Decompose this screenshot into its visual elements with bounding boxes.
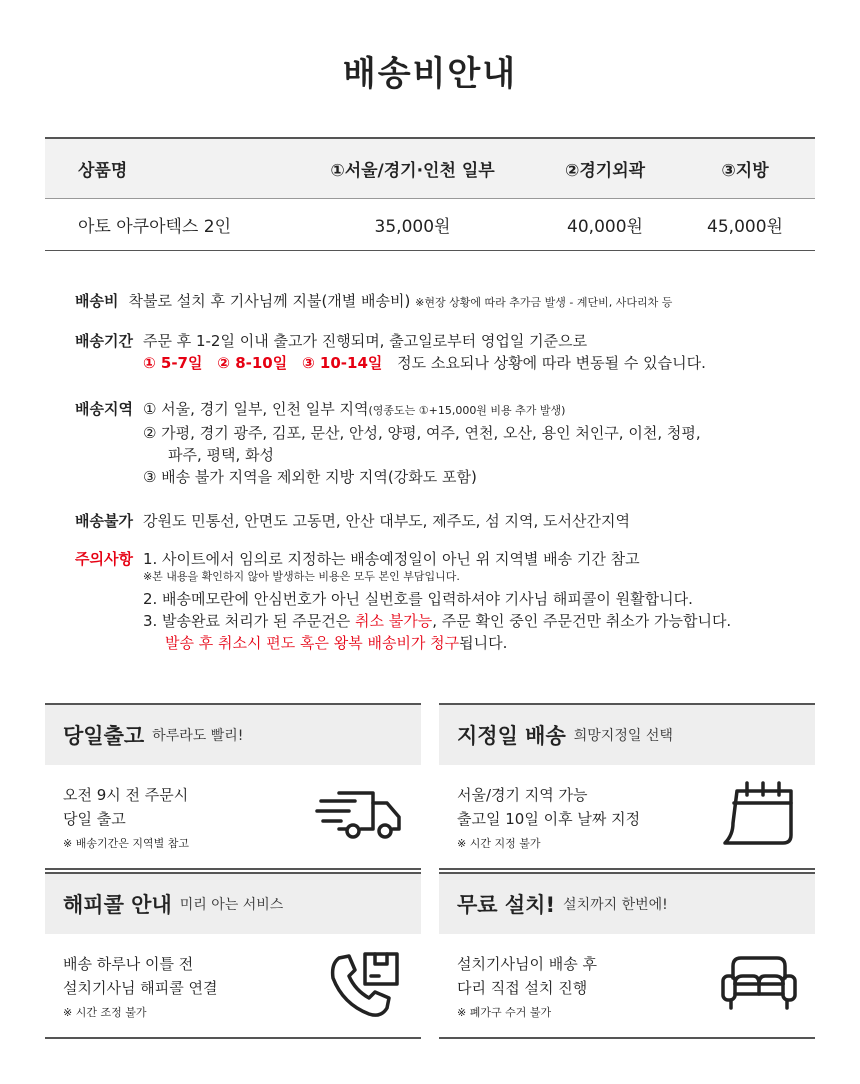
info-unavailable bbox=[75, 510, 630, 532]
card-title: 당일출고 bbox=[63, 724, 145, 748]
caution-3-red: 취소 불가능 bbox=[355, 612, 433, 630]
page-title: 배송비안내 bbox=[342, 54, 518, 94]
card-line1: 설치기사님이 배송 후 bbox=[457, 955, 597, 973]
info-region bbox=[75, 398, 701, 488]
card-line1: 오전 9시 전 주문시 bbox=[63, 786, 189, 804]
unavailable-text: 강원도 민통선, 안면도 고동면, 안산 대부도, 제주도, 섬 지역, 도서산간지역 bbox=[142, 512, 630, 530]
card-body bbox=[45, 934, 421, 1039]
product-name-cell: 아토 아쿠아텍스 2인 bbox=[78, 217, 231, 237]
price-zone-3: 45,000원 bbox=[707, 217, 783, 237]
region-zone-3: ③ 배송 불가 지역을 제외한 지방 지역(강화도 포함) bbox=[142, 468, 477, 486]
card-line1: 배송 하루나 이틀 전 bbox=[63, 955, 194, 973]
calendar-icon bbox=[719, 779, 799, 851]
info-caution bbox=[75, 548, 731, 654]
card-header bbox=[439, 872, 815, 934]
period-zone-3: ③ 10-14일 bbox=[302, 354, 383, 372]
card-body bbox=[439, 934, 815, 1039]
region-zone-2a: ② 가평, 경기 광주, 김포, 문산, 안성, 양평, 여주, 연천, 오산, 용인 처인구, 이천, 청평, bbox=[142, 424, 701, 442]
period-line1: 주문 후 1-2일 이내 출고가 진행되며, 출고일로부터 영업일 기준으로 bbox=[142, 332, 588, 350]
price-table bbox=[45, 137, 815, 251]
info-period bbox=[75, 330, 706, 374]
caution-1-note: ※본 내용을 확인하지 않아 발생하는 비용은 모두 본인 부담입니다. bbox=[142, 570, 460, 583]
price-zone-1: 35,000원 bbox=[374, 217, 451, 237]
card-free-install bbox=[439, 872, 815, 1039]
info-label-caution: 주의사항 bbox=[75, 550, 133, 568]
card-title: 무료 설치! bbox=[457, 893, 556, 917]
card-line2: 당일 출고 bbox=[63, 810, 126, 828]
region-zone-1: ① 서울, 경기 일부, 인천 일부 지역 bbox=[142, 400, 369, 418]
card-body bbox=[45, 765, 421, 870]
card-line2: 출고일 10일 이후 날짜 지정 bbox=[457, 810, 641, 828]
card-subtitle: 희망지정일 선택 bbox=[573, 728, 673, 744]
header-zone-3: ③지방 bbox=[721, 161, 769, 181]
delivery-truck-icon bbox=[315, 779, 405, 849]
card-title: 지정일 배송 bbox=[457, 724, 566, 748]
info-fee bbox=[75, 290, 672, 314]
card-happy-call bbox=[45, 872, 421, 1039]
table-row bbox=[45, 199, 815, 251]
period-zone-2: ② 8-10일 bbox=[217, 354, 288, 372]
card-subtitle: 하루라도 빨리! bbox=[152, 728, 244, 744]
period-zone-1: ① 5-7일 bbox=[142, 354, 203, 372]
caution-1: 1. 사이트에서 임의로 지정하는 배송예정일이 아닌 위 지역별 배송 기간 참고 bbox=[142, 550, 640, 568]
price-zone-2: 40,000원 bbox=[567, 217, 643, 237]
card-line2: 다리 직접 설치 진행 bbox=[457, 979, 588, 997]
header-product-name: 상품명 bbox=[78, 161, 128, 181]
info-label-region: 배송지역 bbox=[75, 400, 133, 418]
card-header bbox=[439, 703, 815, 765]
caution-4-red: 발송 후 취소시 편도 혹은 왕복 배송비가 청구 bbox=[164, 634, 460, 652]
header-zone-1: ①서울/경기·인천 일부 bbox=[330, 161, 495, 181]
caution-3a: 3. 발송완료 처리가 된 주문건은 bbox=[142, 612, 356, 630]
card-same-day bbox=[45, 703, 421, 870]
card-note: ※ 시간 조정 불가 bbox=[63, 1006, 147, 1019]
card-header bbox=[45, 872, 421, 934]
card-note: ※ 폐가구 수거 불가 bbox=[457, 1006, 552, 1019]
card-line2: 설치기사님 해피콜 연결 bbox=[63, 979, 218, 997]
caution-4b: 됩니다. bbox=[459, 634, 508, 652]
card-title: 해피콜 안내 bbox=[63, 893, 172, 917]
fee-text: 착불로 설치 후 기사님께 지불(개별 배송비) bbox=[128, 292, 411, 310]
sofa-icon bbox=[719, 948, 799, 1018]
period-line2-rest: 정도 소요되나 상황에 따라 변동될 수 있습니다. bbox=[397, 354, 706, 372]
caution-2: 2. 배송메모란에 안심번호가 아닌 실번호를 입력하셔야 기사님 해피콜이 원활합니다. bbox=[142, 590, 693, 608]
card-scheduled bbox=[439, 703, 815, 870]
header-zone-2: ②경기외곽 bbox=[564, 161, 646, 181]
card-body bbox=[439, 765, 815, 870]
card-header bbox=[45, 703, 421, 765]
fee-note: ※현장 상황에 따라 추가금 발생 - 계단비, 사다리차 등 bbox=[415, 296, 673, 309]
card-line1: 서울/경기 지역 가능 bbox=[457, 786, 588, 804]
caution-3b: , 주문 확인 중인 주문건만 취소가 가능합니다. bbox=[432, 612, 732, 630]
card-subtitle: 미리 아는 서비스 bbox=[179, 897, 284, 913]
info-label-unavailable: 배송불가 bbox=[75, 512, 133, 530]
card-note: ※ 시간 지정 불가 bbox=[457, 837, 541, 850]
region-zone-1-note: (영종도는 ①+15,000원 비용 추가 발생) bbox=[368, 404, 566, 417]
card-note: ※ 배송기간은 지역별 참고 bbox=[63, 837, 189, 850]
info-label-period: 배송기간 bbox=[75, 332, 133, 350]
region-zone-2b: 파주, 평택, 화성 bbox=[167, 446, 274, 464]
card-subtitle: 설치까지 한번에! bbox=[563, 897, 668, 913]
phone-package-icon bbox=[325, 948, 405, 1024]
price-table-header bbox=[45, 137, 815, 199]
info-label-fee: 배송비 bbox=[75, 292, 119, 310]
